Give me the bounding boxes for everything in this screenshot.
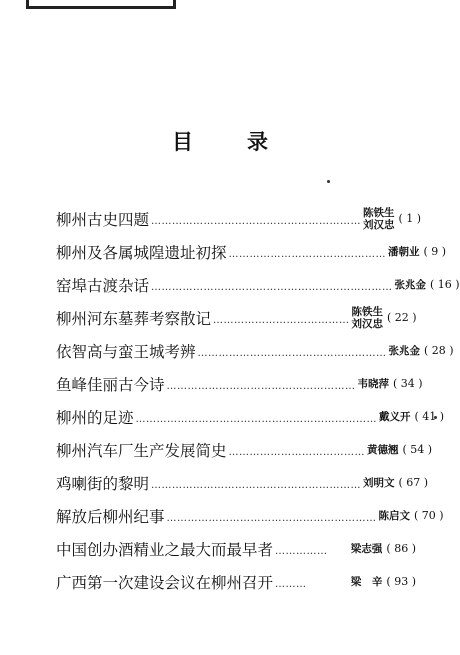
author-line-1: 陈铁生: [351, 305, 384, 318]
entry-title: 窑埠古渡杂话: [56, 276, 150, 295]
entry-title: 依智高与蛮王城考辨: [56, 342, 196, 361]
author-line-1: 韦晓萍: [357, 377, 390, 390]
author-line-2: 刘汉忠: [363, 218, 395, 231]
entry-title: 中国创办酒精业之最大而最早者: [56, 540, 274, 559]
entry-page: ( 1 ): [398, 212, 422, 225]
toc-entry-8[interactable]: [56, 433, 433, 466]
toc-entry-6[interactable]: [56, 367, 423, 400]
entry-page: ( 28 ): [424, 344, 454, 357]
entry-page: ( 41 ): [414, 410, 445, 423]
entry-title: 鸡喇街的黎明: [56, 474, 150, 493]
entry-author: [379, 510, 411, 522]
entry-title: 柳州古史四题: [56, 210, 150, 229]
leader-dots: …………………………………: [228, 446, 366, 458]
toc-entry-5[interactable]: [56, 334, 454, 367]
leader-dots: ………………………………………: [228, 248, 387, 260]
entry-author: [363, 207, 395, 231]
entry-author: [389, 345, 421, 357]
author-line-1: 陈铁生: [363, 206, 395, 219]
entry-title: 柳州及各属城隍遗址初探: [56, 243, 227, 262]
toc-entry-12[interactable]: [56, 565, 416, 598]
leader-dots: ……………………………………………………: [166, 512, 377, 524]
entry-page: ( 93 ): [386, 575, 416, 588]
author-line-1: 张兆金: [394, 278, 427, 291]
leader-dots: …………………………………: [213, 314, 350, 326]
author-line-1: 刘明文: [363, 476, 395, 489]
leader-dots: ……………………………………………………: [151, 479, 362, 491]
title-char-1: 目: [172, 129, 193, 154]
entry-title: 广西第一次建设会议在柳州召开: [56, 573, 274, 592]
author-line-1: 陈启文: [378, 509, 411, 522]
entry-page: ( 54 ): [402, 443, 433, 456]
entry-author: [395, 279, 427, 291]
entry-title: 柳州的足迹: [56, 408, 134, 427]
author-line-1: 张兆金: [388, 344, 421, 357]
toc-entry-9[interactable]: [56, 466, 429, 499]
entry-author: [379, 411, 411, 423]
leader-dots: ………: [275, 578, 307, 590]
entry-page: ( 9 ): [423, 245, 447, 258]
entry-page: ( 70 ): [414, 509, 444, 522]
author-line-1: 潘朝业: [388, 245, 420, 258]
entry-title: 解放后柳州纪事: [56, 507, 165, 526]
leader-dots: ……………………………………………………………: [151, 281, 393, 293]
entry-title: 柳州汽车厂生产发展简史: [56, 441, 227, 460]
toc-entry-2[interactable]: [56, 235, 447, 268]
entry-page: ( 22 ): [387, 311, 417, 324]
entry-page: ( 16 ): [430, 278, 460, 291]
entry-author: [351, 543, 383, 555]
entry-title: 鱼峰佳丽古今诗: [56, 375, 165, 394]
entry-author: [367, 444, 399, 456]
leader-dots: ……………………………………………………: [151, 215, 362, 227]
entry-page: ( 86 ): [386, 542, 416, 555]
author-line-1: 梁 辛: [350, 575, 383, 588]
author-line-1: 黄德翘: [367, 443, 399, 456]
leader-dots: ……………………………………………………………: [135, 413, 378, 425]
entry-page: ( 67 ): [398, 476, 429, 489]
table-of-contents: [56, 202, 460, 598]
title-char-2: 录: [247, 129, 268, 154]
print-speck: [327, 180, 330, 183]
author-line-1: 梁志强: [350, 542, 383, 555]
author-line-2: 刘汉忠: [351, 317, 384, 330]
toc-entry-4[interactable]: [56, 301, 416, 334]
toc-entry-11[interactable]: [56, 532, 416, 565]
toc-entry-3[interactable]: [56, 268, 460, 301]
toc-entry-10[interactable]: [56, 499, 444, 532]
page-title: [0, 118, 450, 158]
leader-dots: ………………………………………………: [166, 380, 356, 392]
entry-author: [352, 306, 384, 330]
leader-dots: ……………: [275, 545, 328, 557]
entry-author: [358, 378, 390, 390]
toc-entry-7[interactable]: [56, 400, 445, 433]
author-line-1: 戴义开: [379, 410, 411, 423]
top-border-mark: [26, 0, 176, 9]
entry-author: [351, 576, 383, 588]
entry-title: 柳州河东墓葬考察散记: [56, 309, 212, 328]
toc-entry-1[interactable]: [56, 202, 422, 235]
entry-page: ( 34 ): [393, 377, 423, 390]
entry-author: [388, 246, 420, 258]
entry-author: [363, 477, 395, 489]
leader-dots: ………………………………………………: [197, 347, 387, 359]
